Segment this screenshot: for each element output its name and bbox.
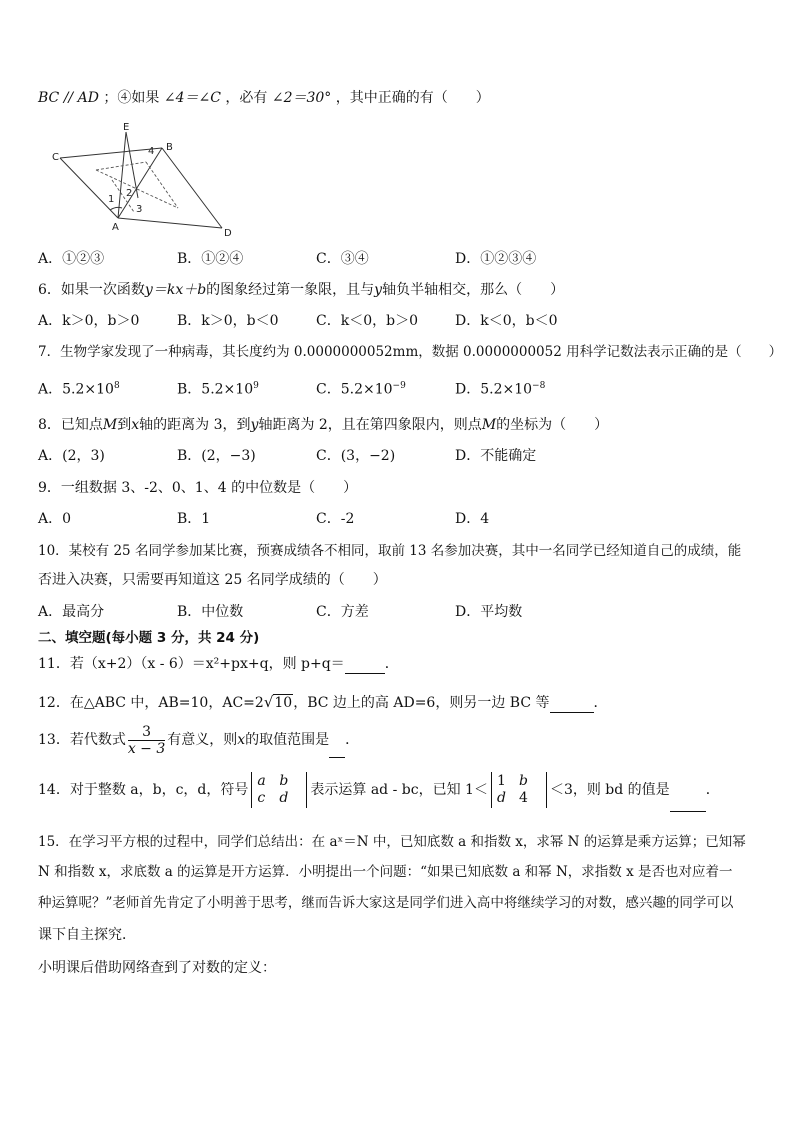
q5-tail	[38, 88, 764, 108]
q7-c-label: C．	[316, 381, 341, 398]
q10-option-b: B．中位数	[177, 604, 244, 620]
q14-text-c: ＜3，则 bd 的值是	[549, 782, 670, 798]
q5-option-b: B．①②④	[177, 251, 244, 267]
q6-text-a: 6．如果一次函数	[38, 282, 145, 298]
q6-option-a: A．k＞0，b＞0	[38, 313, 140, 329]
q9-option-a: A．0	[38, 511, 72, 527]
q9-option-b: B．1	[177, 511, 211, 527]
q5-geometry-figure	[50, 120, 250, 238]
q7-c-base: 5.2×10	[340, 381, 393, 398]
q15-line4: 课下自主探究．	[38, 927, 136, 943]
line-ea	[118, 132, 126, 218]
q8-var-y: y	[250, 417, 259, 433]
q11-text: 11．若（x+2）（x - 6）＝x²+px+q，则 p+q＝	[38, 656, 345, 672]
q13-text-a: 13．若代数式	[38, 732, 126, 748]
dashed-3	[146, 162, 178, 208]
q10-option-d: D．平均数	[455, 604, 523, 620]
det1-a: a	[257, 773, 266, 789]
q8-stem	[38, 415, 764, 435]
q5-bc: BC	[38, 90, 60, 106]
det1-c: c	[257, 790, 266, 806]
q7-stem: 7．生物学家发现了一种病毒，其长度约为 0.0000000052mm，数据 0.0000000052 用科学记数法表示正确的是（ ）	[38, 344, 783, 360]
line-cb	[60, 148, 162, 158]
q13-text-c: 的取值范围是	[245, 732, 330, 748]
q13-text-b: 有意义，则	[167, 732, 238, 748]
q15-line2: N 和指数 x，求底数 a 的运算是开方运算．小明提出一个问题：“如果已知底数 a 和幂 N，求指数 x 是否也对应着一	[38, 864, 733, 880]
q7-a-base: 5.2×10	[62, 381, 114, 398]
q10-line1: 10．某校有 25 名同学参加某比赛，预赛成绩各不相同，取前 13 名参加决赛，其中一名同学已经知道自己的成绩，能	[38, 543, 742, 559]
q11	[38, 654, 764, 674]
q7-option-d	[455, 376, 545, 400]
q12	[38, 692, 764, 713]
det2-b: b	[518, 773, 528, 789]
q12-end: ．	[593, 695, 608, 711]
q13-end: ．	[345, 732, 360, 748]
angle-arc	[110, 207, 122, 210]
label-1: 1	[108, 194, 115, 205]
label-c: C	[52, 152, 59, 163]
label-2: 2	[126, 188, 133, 199]
q12-radical-sign: √	[263, 693, 274, 711]
q5-ad: AD	[77, 90, 99, 106]
q8-option-d: D．不能确定	[455, 448, 537, 464]
q8-point-m-2: M	[481, 417, 497, 433]
q6-text-b: 的图象经过第一象限，且与	[206, 282, 375, 298]
dashed-2	[96, 162, 146, 170]
q6-text-c: 轴负半轴相交，那么（ ）	[382, 282, 565, 298]
q7-a-label: A．	[38, 381, 63, 398]
q7-b-exp: 9	[253, 381, 259, 391]
q6-stem	[38, 280, 764, 300]
line-bd	[162, 148, 222, 228]
q8-option-a: A．(2，3)	[38, 448, 105, 464]
q13-numerator: 3	[128, 724, 165, 741]
q13-answer-blank[interactable]	[329, 743, 345, 758]
q14-determinant-2	[491, 772, 547, 808]
q14	[38, 768, 764, 812]
q7-d-label: D．	[455, 381, 481, 398]
q12-text-b: ，BC 边上的高 AD=6，则另一边 BC 等	[293, 695, 550, 711]
q5-option-d: D．①②③④	[455, 251, 537, 267]
q13-fraction	[128, 724, 165, 757]
q7-option-b	[177, 376, 259, 400]
q7-option-c	[316, 376, 406, 400]
q5-parallel: //	[63, 90, 74, 106]
q13-denominator: x − 3	[127, 740, 166, 757]
q10-line2: 否进入决赛，只需要再知道这 25 名同学成绩的（ ）	[38, 572, 387, 588]
q8-text-e: 的坐标为（ ）	[496, 417, 609, 433]
q5-option-c: C．③④	[316, 251, 369, 267]
q14-text-a: 14．对于整数 a，b，c，d，符号	[38, 782, 249, 798]
label-a: A	[112, 222, 119, 233]
q6-option-d: D．k＜0，b＜0	[455, 313, 558, 329]
q9-stem: 9．一组数据 3、-2、0、1、4 的中位数是（ ）	[38, 480, 358, 496]
q6-option-c: C．k＜0，b＞0	[316, 313, 418, 329]
q14-end: ．	[705, 782, 720, 798]
q11-answer-blank[interactable]	[345, 659, 385, 674]
det2-d: d	[496, 790, 506, 806]
q7-option-a	[38, 376, 120, 400]
q6-option-b: B．k＞0，b＜0	[177, 313, 279, 329]
q10-option-a: A．最高分	[38, 604, 105, 620]
label-4: 4	[148, 146, 155, 157]
q5-angle4: ∠4＝∠C	[163, 90, 221, 106]
q5-text-h: ，其中正确的有（ ）	[335, 90, 490, 106]
q13-var-x: x	[237, 732, 246, 748]
q8-text-a: 8．已知点	[38, 417, 103, 433]
q8-text-c: 轴的距离为 3，到	[139, 417, 251, 433]
q7-b-base: 5.2×10	[201, 381, 254, 398]
q7-b-label: B．	[177, 381, 202, 398]
q12-answer-blank[interactable]	[550, 698, 594, 713]
q5-text-f: ，必有	[225, 90, 268, 106]
section-fill-blank-heading: 二、填空题(每小题 3 分，共 24 分)	[38, 630, 260, 646]
label-3: 3	[136, 204, 143, 215]
q5-option-a: A．①②③	[38, 251, 105, 267]
q9-option-d: D．4	[455, 511, 490, 527]
q9-option-c: C．-2	[316, 511, 355, 527]
q7-c-exp: −9	[392, 381, 406, 391]
q7-d-exp: −8	[532, 381, 546, 391]
q14-determinant-1	[251, 772, 307, 808]
q11-end: ．	[384, 656, 399, 672]
q13	[38, 722, 764, 758]
line-ad	[118, 218, 222, 228]
q15-line3: 种运算呢？”老师首先肯定了小明善于思考，继而告诉大家这是同学们进入高中将继续学习的对数，感兴趣的同学可以	[38, 895, 734, 911]
q6-formula: y＝kx＋b	[144, 282, 207, 298]
det1-d: d	[279, 790, 289, 806]
q8-text-b: 到	[117, 417, 132, 433]
q5-angle2: ∠2＝30°	[271, 90, 332, 106]
q14-answer-blank[interactable]	[670, 797, 706, 812]
q12-radicand: 10	[274, 695, 293, 711]
q15-line5: 小明课后借助网络查到了对数的定义：	[38, 960, 276, 976]
label-b: B	[166, 142, 173, 153]
q14-text-b: 表示运算 ad - bc，已知 1＜	[310, 782, 488, 798]
q8-option-b: B．(2，−3)	[177, 448, 256, 464]
q8-text-d: 轴距离为 2，且在第四象限内，则点	[258, 417, 482, 433]
q5-text-d: ；④如果	[103, 90, 160, 106]
label-d: D	[224, 228, 232, 238]
det1-b: b	[279, 773, 289, 789]
q7-d-base: 5.2×10	[480, 381, 533, 398]
det2-1: 1	[496, 773, 506, 789]
q8-var-x: x	[131, 417, 140, 433]
q6-var-y: y	[374, 282, 383, 298]
q15-line1: 15．在学习平方根的过程中，同学们总结出：在 aˣ＝N 中，已知底数 a 和指数 x，求幂 N 的运算是乘方运算；已知幂	[38, 834, 746, 850]
q8-option-c: C．(3，−2)	[316, 448, 396, 464]
q7-a-exp: 8	[113, 381, 120, 391]
det2-4: 4	[518, 790, 528, 806]
q8-point-m: M	[102, 417, 118, 433]
label-e: E	[123, 122, 130, 133]
q12-text-a: 12．在△ABC 中，AB=10，AC=2	[38, 695, 264, 711]
line-ca	[60, 158, 118, 218]
q10-option-c: C．方差	[316, 604, 369, 620]
